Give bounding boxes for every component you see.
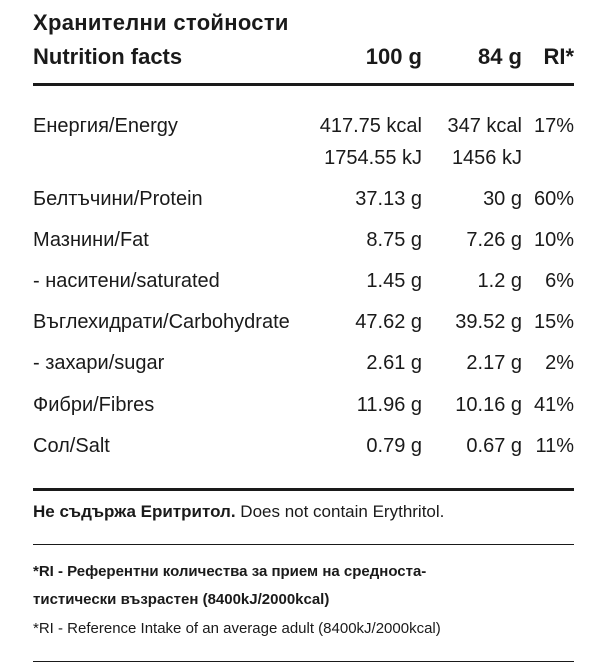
table-bottom-divider	[33, 488, 574, 491]
ri-footnote-bulgarian-line1: *RI - Референтни количества за прием на средноста-	[33, 563, 427, 580]
row-label: Енергия/Energy	[33, 115, 178, 137]
row-label: Фибри/Fibres	[33, 394, 155, 416]
value-84g: 7.26 g	[466, 229, 522, 251]
title-bulgarian: Хранителни стойности	[33, 10, 289, 35]
ri-footnote-bulgarian-line2: тистически възрастен (8400kJ/2000kcal)	[33, 591, 330, 608]
row-label: Сол/Salt	[33, 435, 110, 457]
value-84g: 347 kcal	[447, 115, 522, 137]
erythritol-note-english: Does not contain Erythritol.	[235, 502, 445, 521]
table-row-fibres	[0, 394, 592, 422]
header-per-100g: 100 g	[365, 44, 422, 69]
value-ri: 15%	[533, 311, 574, 333]
table-row-energy-kcal	[0, 115, 592, 143]
value-100g: 2.61 g	[366, 352, 422, 374]
value-100g: 47.62 g	[355, 311, 422, 333]
value-84g: 2.17 g	[466, 352, 522, 374]
table-row-fat	[0, 229, 592, 257]
header-divider	[33, 83, 574, 86]
table-row-carbohydrate	[0, 311, 592, 339]
erythritol-note-bulgarian: Не съдържа Еритритол.	[33, 502, 236, 521]
header-nutrition-facts: Nutrition facts	[33, 44, 183, 69]
table-row-protein	[0, 188, 592, 216]
value-ri: 6%	[545, 270, 574, 292]
value-ri: 41%	[533, 394, 574, 416]
table-row-salt	[0, 435, 592, 463]
value-ri: 10%	[533, 229, 574, 251]
value-100g: 37.13 g	[355, 188, 422, 210]
value-ri: 2%	[545, 352, 574, 374]
erythritol-note	[33, 502, 444, 522]
value-84g: 10.16 g	[455, 394, 522, 416]
row-label: - наситени/saturated	[33, 270, 220, 292]
value-ri: 60%	[533, 188, 574, 210]
value-100g: 1.45 g	[366, 270, 422, 292]
row-label: Белтъчини/Protein	[33, 188, 203, 210]
row-label: Въглехидрати/Carbohydrate	[33, 311, 290, 333]
header-per-84g: 84 g	[477, 44, 522, 69]
value-84g: 0.67 g	[466, 435, 522, 457]
table-row-saturated	[0, 270, 592, 298]
value-ri: 17%	[533, 115, 574, 137]
header-ri: RI*	[543, 44, 574, 69]
row-label: Мазнини/Fat	[33, 229, 149, 251]
row-label: - захари/sugar	[33, 352, 165, 374]
value-ri: 11%	[535, 435, 574, 457]
table-row-sugar	[0, 352, 592, 380]
value-100g: 417.75 kcal	[319, 115, 422, 137]
value-100g: 8.75 g	[366, 229, 422, 251]
value-100g: 1754.55 kJ	[324, 147, 422, 169]
footer-divider	[33, 661, 574, 662]
value-84g: 39.52 g	[455, 311, 522, 333]
table-row-energy-kj	[0, 147, 592, 175]
value-100g: 11.96 g	[356, 394, 422, 416]
value-84g: 1.2 g	[477, 270, 522, 292]
ri-footnote-english: *RI - Reference Intake of an average adult (8400kJ/2000kcal)	[33, 620, 441, 637]
value-84g: 1456 kJ	[451, 147, 522, 169]
note-divider	[33, 544, 574, 545]
value-100g: 0.79 g	[366, 435, 422, 457]
value-84g: 30 g	[483, 188, 522, 210]
